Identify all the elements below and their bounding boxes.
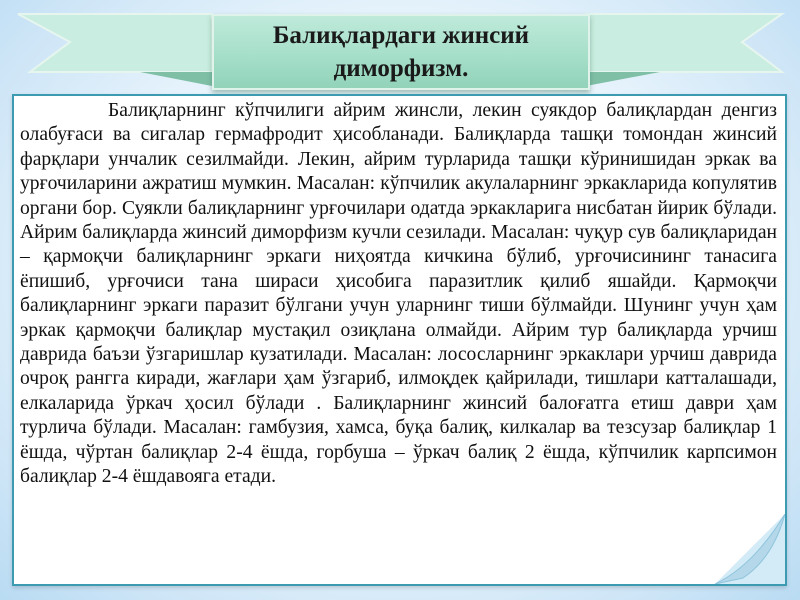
title-banner-area xyxy=(0,0,800,96)
body-paragraph: Балиқларнинг кўпчилиги айрим жинсли, лекин суякдор балиқлардан денгиз олабуғаси ва сигалар гермафродит ҳисобланади. Балиқларда ташқи томондан жинсий фарқлари унчалик сезилмайди. Лекин, айрим турларида ташқи кўринишидан эркак ва урғочиларини ажратиш мумкин. Масалан: кўпчилик акулаларнинг эркакларида копулятив органи бор. Суякли балиқларнинг урғочилари одатда эркакларига нисбатан йирик бўлади. Айрим балиқларда жинсий диморфизм кучли сезилади. Масалан: чуқур сув балиқларидан – қармоқчи балиқларнинг эркаги ниҳоятда кичкина бўлиб, урғочисининг танасига ёпишиб, урғочиси тана шираси ҳисобига паразитлик қилиб яшайди. Қармоқчи балиқларнинг эркаги паразит бўлгани учун уларнинг тиши бўлмайди. Шунинг учун ҳам эркак қармоқчи балиқлар мустақил озиқлана олмайди. Айрим тур балиқларда урчиш даврида баъзи ўзгаришлар кузатилади. Масалан: лососларнинг эркаклари урчиш даврида очроқ рангга киради, жағлари ҳам ўзгариб, илмоқдек қайрилади, тишлари катталашади, елкаларида ўркач ҳосил бўлади . Балиқларнинг жинсий балоғатга етиш даври ҳам турлича бўлади. Масалан: гамбузия, хамса, буқа балиқ, килкалар ва тезсузар балиқлар 1 ёшда, чўртан балиқлар 2-4 ёшда, горбуша – ўркач балиқ 2 ёшда, кўпчилик карпсимон балиқлар 2-4 ёшдавояга етади. xyxy=(20,100,777,488)
title-banner xyxy=(212,14,590,90)
text-card xyxy=(12,94,787,586)
page-curl-decoration xyxy=(715,514,785,584)
slide-title: Балиқлардаги жинсий диморфизм. xyxy=(272,22,530,82)
